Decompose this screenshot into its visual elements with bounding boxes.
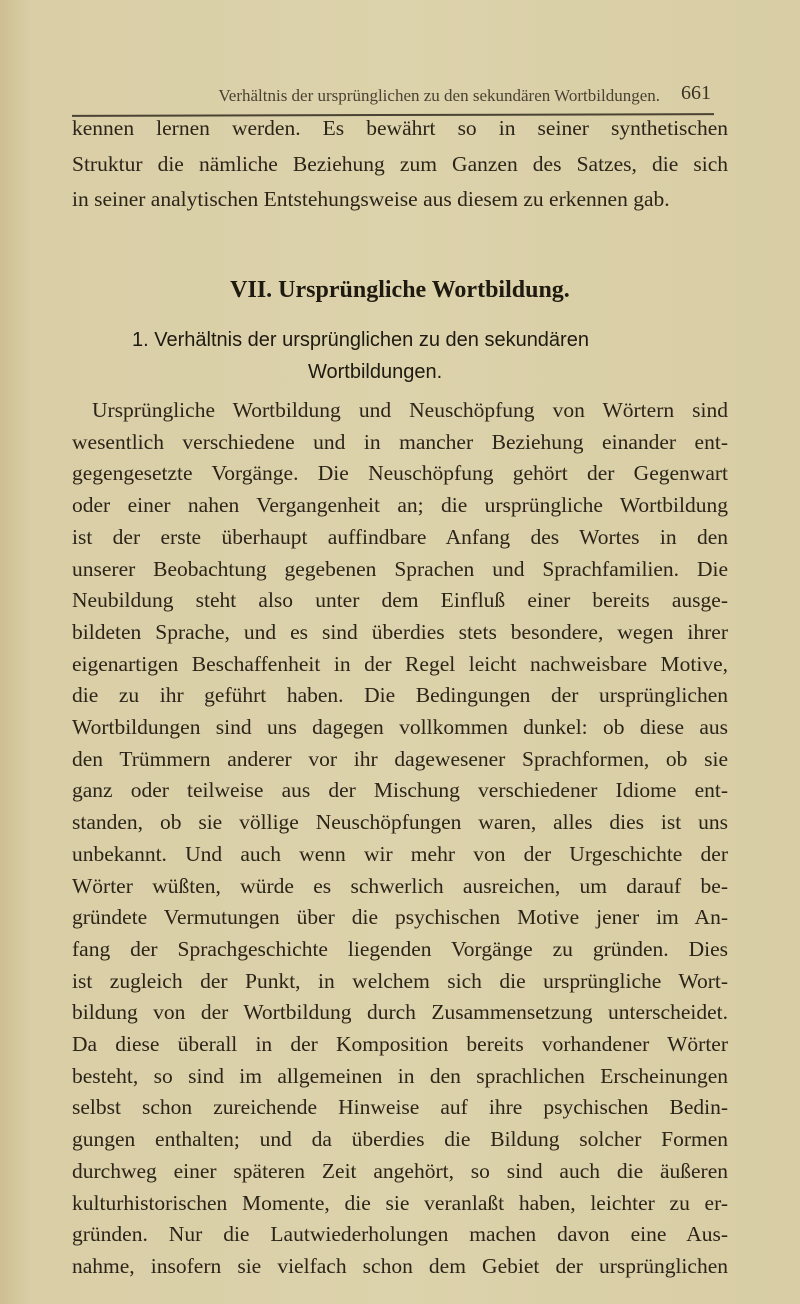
text-line: standen, ob sie völlige Neuschöpfungen waren, alles dies ist uns — [72, 810, 728, 835]
text-line: besteht, so sind im allgemeinen in den sprachlichen Erscheinungen — [72, 1063, 728, 1088]
text-line: fang der Sprachgeschichte liegenden Vorgänge zu gründen. Dies — [72, 936, 728, 961]
text-line: in seiner analytischen Entstehungsweise aus diesem zu erkennen gab. — [72, 187, 670, 212]
text-line: Neubildung steht also unter dem Einfluß einer bereits ausge- — [72, 588, 728, 613]
text-line: unserer Beobachtung gegebenen Sprachen und Sprachfamilien. Die — [72, 556, 728, 581]
text-line: ist zugleich der Punkt, in welchem sich die ursprüngliche Wort- — [72, 968, 728, 993]
text-line: Wörter wüßten, würde es schwerlich ausreichen, um darauf be- — [72, 873, 728, 898]
text-line: Struktur die nämliche Beziehung zum Ganzen des Satzes, die sich — [72, 151, 728, 176]
text-line: ganz oder teilweise aus der Mischung verschiedener Idiome ent- — [72, 778, 728, 803]
text-line: eigenartigen Beschaffenheit in der Regel leicht nachweisbare Motive, — [72, 651, 728, 676]
text-line: kulturhistorischen Momente, die sie veranlaßt haben, leichter zu er- — [72, 1190, 728, 1215]
text-line: den Trümmern anderer vor ihr dagewesener Sprachformen, ob sie — [72, 746, 728, 771]
text-line: Wortbildungen sind uns dagegen vollkommen dunkel: ob diese aus — [72, 715, 728, 739]
text-line: Ursprüngliche Wortbildung und Neuschöpfung von Wörtern sind — [92, 398, 728, 422]
text-line: bildung von der Wortbildung durch Zusammensetzung unterscheidet. — [72, 1000, 728, 1025]
text-line: nahme, insofern sie vielfach schon dem Gebiet der ursprünglichen — [72, 1253, 728, 1278]
text-line: selbst schon zureichende Hinweise auf ihre psychischen Bedin- — [72, 1095, 728, 1120]
text-line: Da diese überall in der Komposition bereits vorhandener Wörter — [72, 1032, 728, 1056]
running-header: Verhältnis der ursprünglichen zu den sekundären Wortbildungen. — [218, 86, 660, 105]
text-line: unbekannt. Und auch wenn wir mehr von der Urgeschichte der — [72, 841, 728, 866]
text-line: gegengesetzte Vorgänge. Die Neuschöpfung gehört der Gegenwart — [72, 461, 728, 486]
text-line: bildeten Sprache, und es sind überdies stets besondere, wegen ihrer — [72, 619, 728, 644]
text-line: die zu ihr geführt haben. Die Bedingungen der ursprünglichen — [72, 683, 728, 708]
section-title-line-1: 1. Verhältnis der ursprünglichen zu den sekundären — [132, 329, 589, 351]
text-line: kennen lernen werden. Es bewährt so in seiner synthetischen — [72, 116, 728, 140]
section-title-line-2: Wortbildungen. — [308, 361, 443, 383]
text-line: ist der erste überhaupt auffindbare Anfang des Wortes in den — [72, 524, 728, 549]
chapter-title: VII. Ursprüngliche Wortbildung. — [230, 277, 570, 303]
page-number: 661 — [681, 82, 711, 104]
text-line: gründen. Nur die Lautwiederholungen machen davon eine Aus- — [72, 1222, 728, 1247]
text-line: gründete Vermutungen über die psychischen Motive jener im An- — [72, 905, 728, 930]
text-line: durchweg einer späteren Zeit angehört, so sind auch die äußeren — [72, 1158, 728, 1183]
text-line: oder einer nahen Vergangenheit an; die ursprüngliche Wortbildung — [72, 493, 728, 518]
text-line: wesentlich verschiedene und in mancher Beziehung einander ent- — [72, 429, 728, 454]
text-line: gungen enthalten; und da überdies die Bildung solcher Formen — [72, 1127, 728, 1152]
